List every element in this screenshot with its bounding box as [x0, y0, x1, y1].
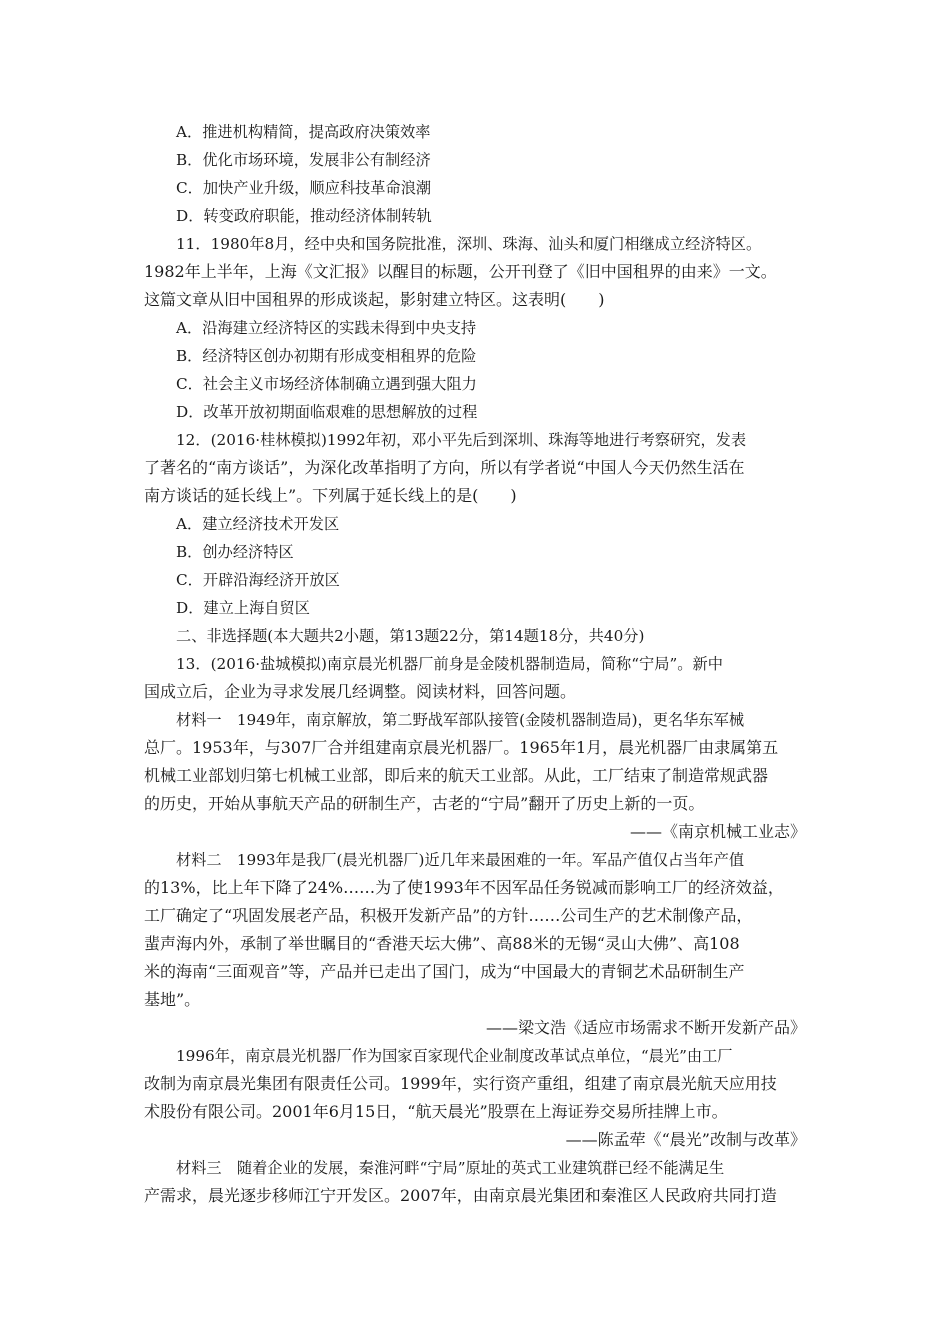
section-heading: 二、非选择题(本大题共2小题，第13题22分，第14题18分，共40分): [176, 627, 645, 645]
material2-line: 蜚声海内外，承制了举世瞩目的“香港天坛大佛”、高88米的无锡“灵山大佛”、高108: [144, 934, 740, 953]
material1-line: 机械工业部划归第七机械工业部，即后来的航天工业部。从此，工厂结束了制造常规武器: [144, 766, 769, 785]
q11-option-b: B．经济特区创办初期有形成变相租界的危险: [176, 347, 477, 365]
material2-line: 工厂确定了“巩固发展老产品，积极开发新产品”的方针……公司生产的艺术制像产品，: [144, 906, 753, 925]
q10-option-b: B．优化市场环境，发展非公有制经济: [176, 151, 431, 169]
q10-option-a: A．推进机构精简，提高政府决策效率: [176, 123, 431, 141]
material1-line: 的历史，开始从事航天产品的研制生产，古老的“宁局”翻开了历史上新的一页。: [144, 794, 705, 813]
material2b-line: 1996年，南京晨光机器厂作为国家百家现代企业制度改革试点单位，“晨光”由工厂: [176, 1047, 733, 1065]
q12-option-a: A．建立经济技术开发区: [176, 515, 340, 533]
q13-stem-line: 国成立后，企业为寻求发展几经调整。阅读材料，回答问题。: [144, 682, 577, 701]
material2b-source: ——陈孟荦《“晨光”改制与改革》: [565, 1130, 806, 1149]
q12-stem-line: 南方谈话的延长线上”。下列属于延长线上的是( ): [144, 486, 517, 505]
material1-line: 材料一 1949年，南京解放，第二野战军部队接管(金陵机器制造局)，更名华东军械: [176, 711, 745, 729]
q11-stem-line: 11．1980年8月，经中央和国务院批准，深圳、珠海、汕头和厦门相继成立经济特区。: [176, 235, 762, 253]
q11-option-d: D．改革开放初期面临艰难的思想解放的过程: [176, 403, 478, 421]
q11-stem-line: 这篇文章从旧中国租界的形成谈起，影射建立特区。这表明( ): [144, 290, 605, 309]
material2-line: 材料二 1993年是我厂(晨光机器厂)近几年来最困难的一年。军品产值仅占当年产值: [176, 851, 745, 869]
q12-option-c: C．开辟沿海经济开放区: [176, 571, 340, 589]
material1-line: 总厂。1953年，与307厂合并组建南京晨光机器厂。1965年1月，晨光机器厂由隶属第五: [144, 738, 779, 757]
material3-line: 材料三 随着企业的发展，秦淮河畔“宁局”原址的英式工业建筑群已经不能满足生: [176, 1159, 725, 1177]
material3-line: 产需求，晨光逐步移师江宁开发区。2007年，由南京晨光集团和秦淮区人民政府共同打造: [144, 1186, 777, 1205]
material2b-line: 改制为南京晨光集团有限责任公司。1999年，实行资产重组，组建了南京晨光航天应用技: [144, 1074, 777, 1093]
q10-option-d: D．转变政府职能，推动经济体制转轨: [176, 207, 432, 225]
q12-stem-line: 了著名的“南方谈话”，为深化改革指明了方向，所以有学者说“中国人今天仍然生活在: [144, 458, 745, 477]
q13-stem-line: 13．(2016·盐城模拟)南京晨光机器厂前身是金陵机器制造局，简称“宁局”。新中: [176, 655, 723, 673]
material1-source: ——《南京机械工业志》: [629, 822, 806, 841]
material2-source: ——梁文浩《适应市场需求不断开发新产品》: [485, 1018, 806, 1037]
q12-option-b: B．创办经济特区: [176, 543, 294, 561]
q10-option-c: C．加快产业升级，顺应科技革命浪潮: [176, 179, 432, 197]
q12-stem-line: 12．(2016·桂林模拟)1992年初，邓小平先后到深圳、珠海等地进行考察研究，发表: [176, 431, 747, 449]
q11-stem-line: 1982年上半年，上海《文汇报》以醒目的标题，公开刊登了《旧中国租界的由来》一文。: [144, 262, 777, 281]
material2-line: 米的海南“三面观音”等，产品并已走出了国门，成为“中国最大的青铜艺术品研制生产: [144, 962, 745, 981]
material2-line: 的13%，比上年下降了24%……为了使1993年不因军品任务锐减而影响工厂的经济效益，: [144, 878, 784, 897]
q11-option-c: C．社会主义市场经济体制确立遇到强大阻力: [176, 375, 477, 393]
q12-option-d: D．建立上海自贸区: [176, 599, 310, 617]
q11-option-a: A．沿海建立经济特区的实践未得到中央支持: [176, 319, 477, 337]
material2-line: 基地”。: [144, 990, 201, 1009]
material2b-line: 术股份有限公司。2001年6月15日，“航天晨光”股票在上海证券交易所挂牌上市。: [144, 1102, 728, 1121]
